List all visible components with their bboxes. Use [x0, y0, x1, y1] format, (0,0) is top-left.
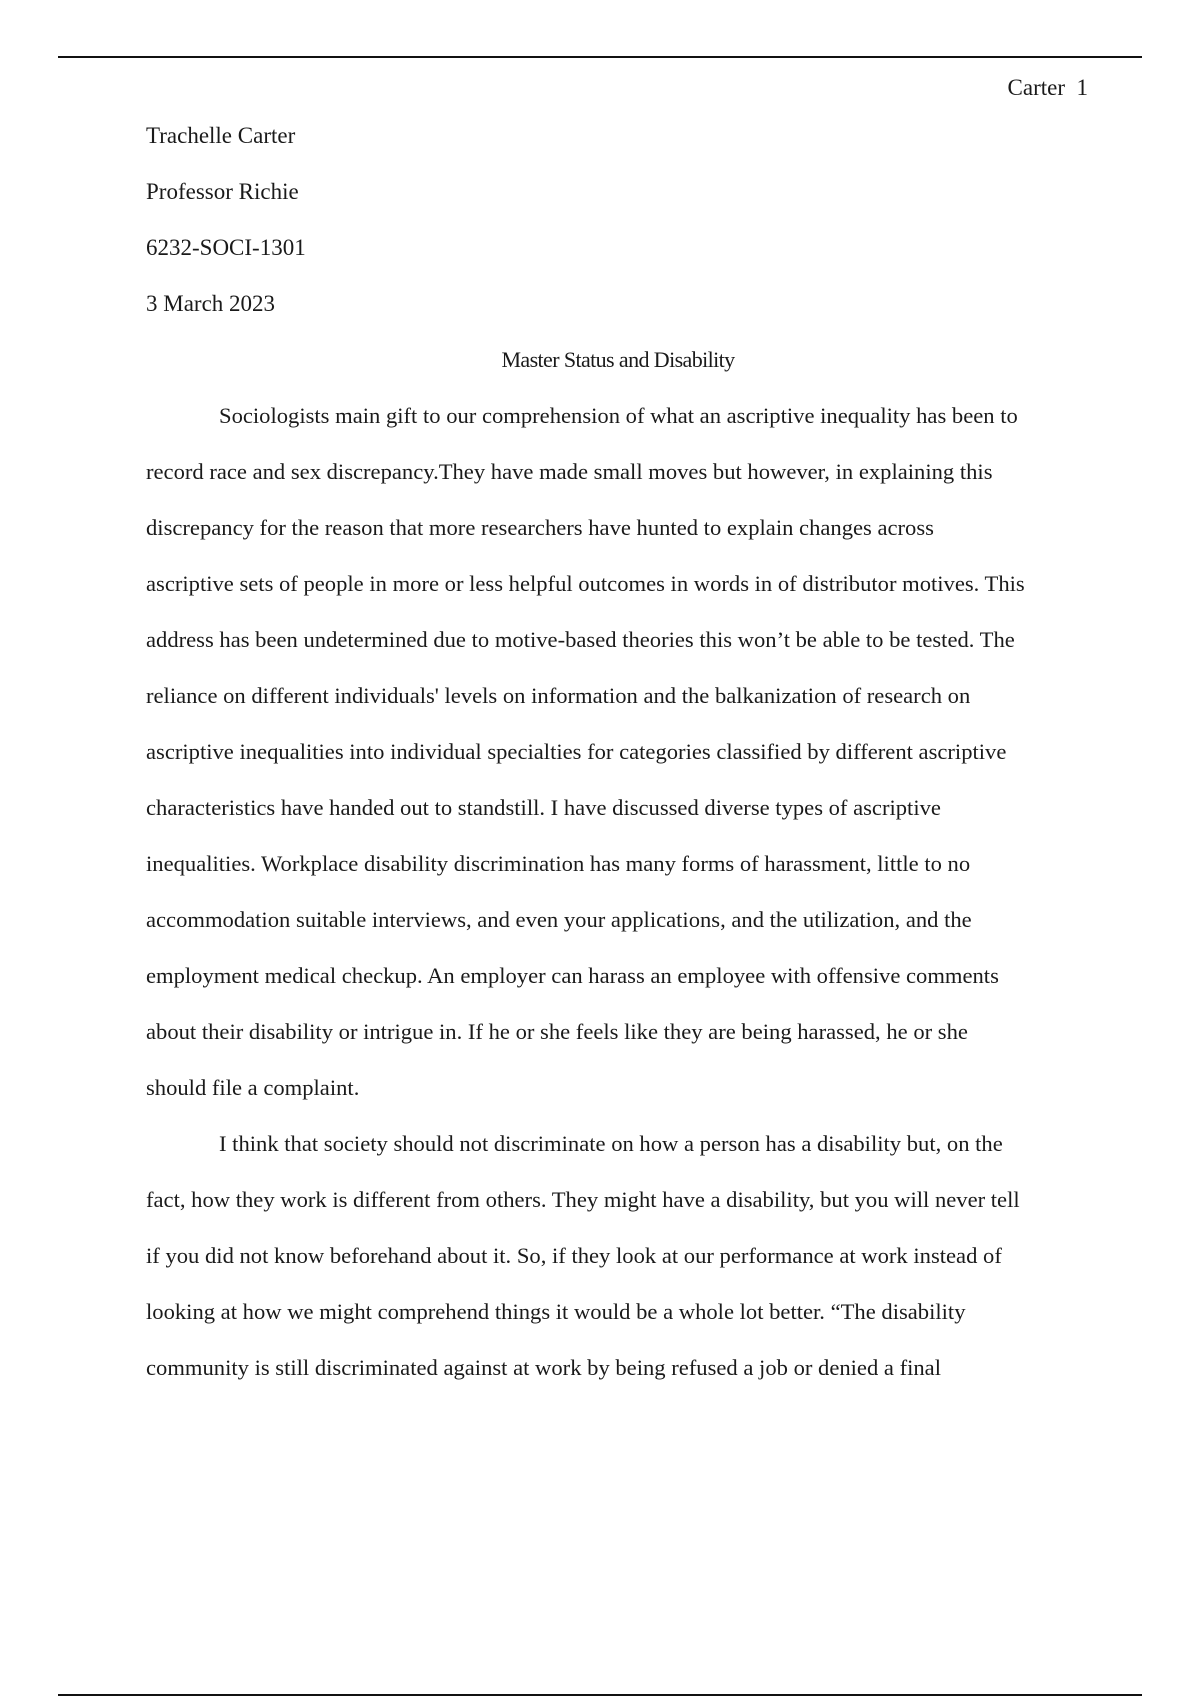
paragraph-line: if you did not know beforehand about it. So, if they look at our performance at work instead of: [146, 1243, 1002, 1268]
paragraph-line: fact, how they work is different from others. They might have a disability, but you will never tell: [146, 1187, 1020, 1212]
paragraph-2: [146, 1116, 1090, 1396]
top-rule: [58, 56, 1142, 58]
bottom-rule: [58, 1694, 1142, 1696]
running-head: Carter 1: [1007, 75, 1088, 100]
paragraph-1: [146, 388, 1090, 1116]
document-page: [146, 70, 1090, 1396]
paragraph-line: I think that society should not discriminate on how a person has a disability but, on the: [219, 1131, 1003, 1156]
paragraph-line: community is still discriminated against at work by being refused a job or denied a final: [146, 1355, 941, 1380]
paragraph-line: inequalities. Workplace disability discrimination has many forms of harassment, little to no: [146, 851, 971, 876]
paragraph-line: ascriptive sets of people in more or less helpful outcomes in words in of distributor motives. This: [146, 571, 1025, 596]
professor-name: Professor Richie: [146, 179, 299, 204]
course-code: 6232-SOCI-1301: [146, 235, 306, 260]
paragraph-line: accommodation suitable interviews, and even your applications, and the utilization, and the: [146, 907, 972, 932]
document-title: Master Status and Disability: [501, 347, 735, 372]
document-date: 3 March 2023: [146, 291, 276, 316]
body-text: [146, 388, 1090, 1396]
paragraph-line: reliance on different individuals' levels on information and the balkanization of research on: [146, 683, 971, 708]
paragraph-line: discrepancy for the reason that more researchers have hunted to explain changes across: [146, 515, 934, 540]
paragraph-line: characteristics have handed out to standstill. I have discussed diverse types of ascriptive: [146, 795, 941, 820]
paragraph-line: employment medical checkup. An employer can harass an employee with offensive comments: [146, 963, 999, 988]
heading-block: [146, 108, 1090, 332]
paragraph-line: should file a complaint.: [146, 1075, 360, 1100]
paragraph-line: about their disability or intrigue in. If he or she feels like they are being harassed, he or she: [146, 1019, 968, 1044]
student-name: Trachelle Carter: [146, 123, 296, 148]
paragraph-line: looking at how we might comprehend things it would be a whole lot better. “The disability: [146, 1299, 966, 1324]
paragraph-line: ascriptive inequalities into individual specialties for categories classified by different ascriptive: [146, 739, 1007, 764]
paragraph-line: address has been undetermined due to motive-based theories this won’t be able to be tested. The: [146, 627, 1015, 652]
paragraph-line: record race and sex discrepancy.They have made small moves but however, in explaining this: [146, 459, 993, 484]
paragraph-line: Sociologists main gift to our comprehension of what an ascriptive inequality has been to: [219, 403, 1018, 428]
